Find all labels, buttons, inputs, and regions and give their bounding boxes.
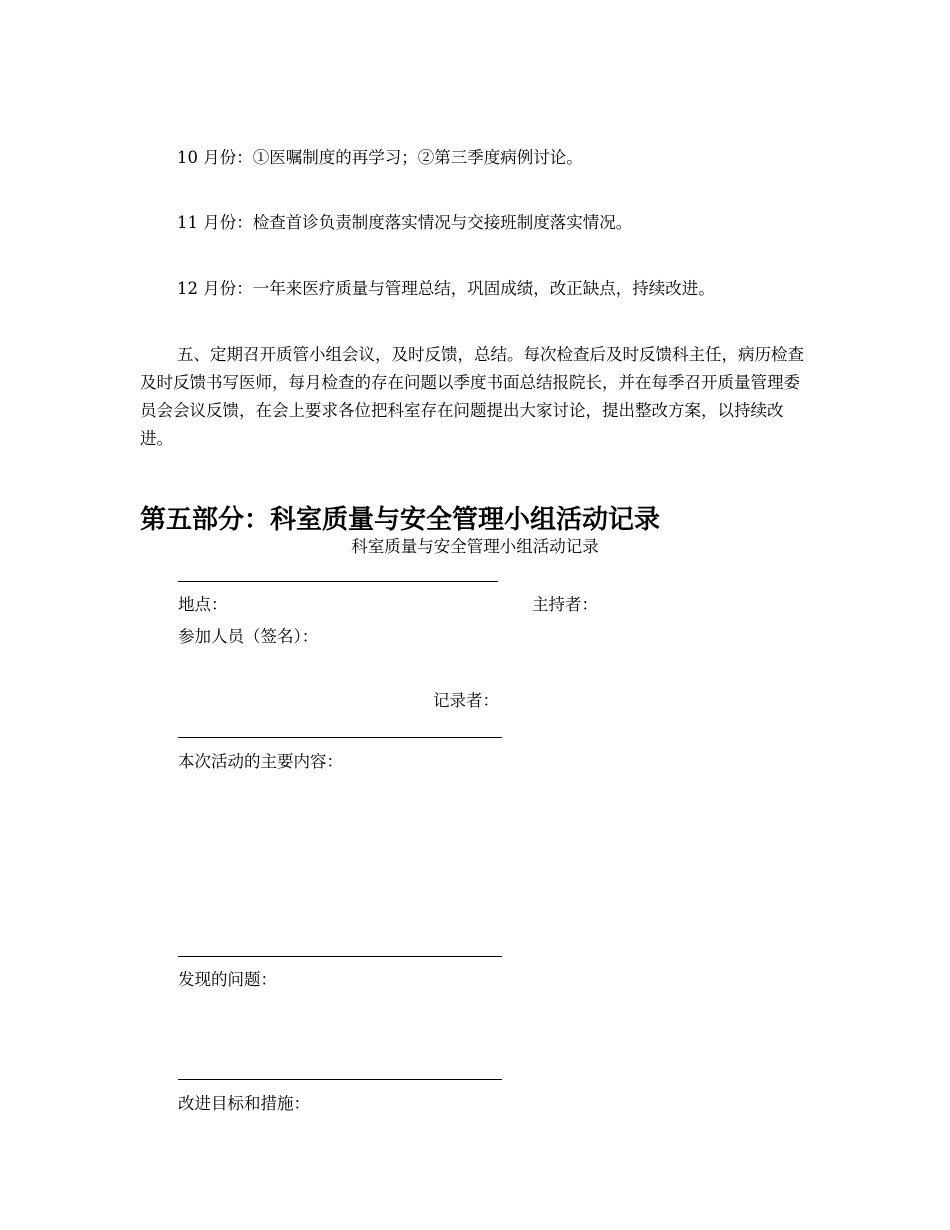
plan-item-october: 10 月份：①医嘱制度的再学习；②第三季度病例讨论。	[177, 148, 583, 167]
section-heading: 第五部分：科室质量与安全管理小组活动记录	[140, 505, 661, 535]
recorder-label: 记录者：	[433, 691, 499, 710]
problems-label: 发现的问题：	[178, 970, 277, 989]
record-title: 科室质量与安全管理小组活动记录	[351, 537, 599, 556]
main-content-label: 本次活动的主要内容：	[178, 752, 343, 771]
divider-line-4	[178, 1079, 502, 1080]
divider-line-3	[178, 956, 502, 957]
plan-item-november: 11 月份：检查首诊负责制度落实情况与交接班制度落实情况。	[177, 213, 633, 232]
plan-item-december: 12 月份：一年来医疗质量与管理总结，巩固成绩，改正缺点，持续改进。	[177, 279, 715, 298]
improvement-label: 改进目标和措施：	[178, 1094, 310, 1113]
host-label: 主持者：	[532, 595, 598, 614]
divider-line-2	[178, 737, 502, 738]
participants-label: 参加人员（签名）：	[178, 627, 319, 646]
location-label: 地点：	[178, 595, 228, 614]
divider-line-1	[178, 581, 498, 582]
item-five-paragraph: 五、定期召开质管小组会议，及时反馈，总结。每次检查后及时反馈科主任，病历检查及时反馈书写医师，每月检查的存在问题以季度书面总结报院长，并在每季召开质量管理委员会会议反馈，在会上要求各位把科室存在问题提出大家讨论，提出整改方案，以持续改进。	[140, 345, 804, 448]
